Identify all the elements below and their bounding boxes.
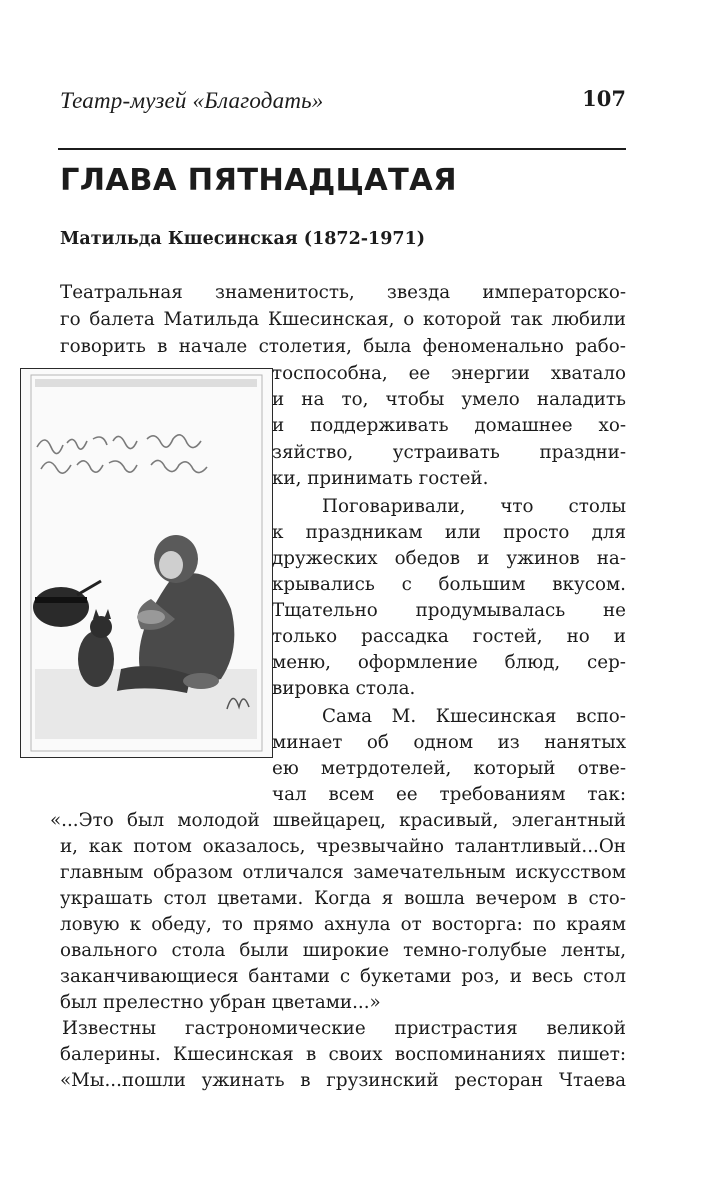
- text-line: зяйство, устраивать праздни-: [272, 442, 626, 463]
- text-line: и, как потом оказалось, чрезвычайно талантливый...Он: [60, 836, 626, 857]
- text-line: овального стола были широкие темно-голубые ленты,: [60, 940, 626, 961]
- postcard-illustration: [20, 368, 273, 758]
- text-line: ки, принимать гостей.: [272, 468, 489, 489]
- text-line: крывались с большим вкусом.: [272, 574, 626, 595]
- text-line: Сама М. Кшесинская вспо-: [322, 706, 626, 727]
- running-title: Театр-музей «Благодать»: [60, 88, 324, 113]
- text-line: меню, оформление блюд, сер-: [272, 652, 626, 673]
- text-line: «...Это был молодой швейцарец, красивый, элегантный: [50, 810, 626, 831]
- header-rule: [58, 148, 626, 150]
- text-line: минает об одном из нанятых: [272, 732, 626, 753]
- text-line: Известны гастрономические пристрастия великой: [62, 1018, 626, 1039]
- text-line: Театральная знаменитость, звезда императорско-: [60, 282, 626, 303]
- text-line: Тщательно продумывалась не: [272, 600, 626, 621]
- text-line: ловую к обеду, то прямо ахнула от восторга: по краям: [60, 914, 626, 935]
- text-line: Поговаривали, что столы: [322, 496, 626, 517]
- text-line: тоспособна, ее энергии хватало: [272, 363, 626, 384]
- section-title: Матильда Кшесинская (1872-1971): [60, 229, 426, 249]
- text-line: балерины. Кшесинская в своих воспоминаниях пишет:: [60, 1044, 626, 1065]
- text-line: и поддерживать домашнее хо-: [272, 415, 626, 436]
- vintage-postcard-child-with-cat-icon: [21, 369, 272, 757]
- running-head: [60, 88, 626, 122]
- text-line: чал всем ее требованиям так:: [272, 784, 626, 805]
- text-line: только рассадка гостей, но и: [272, 626, 626, 647]
- chapter-title: ГЛАВА ПЯТНАДЦАТАЯ: [60, 163, 457, 198]
- page-number: 107: [582, 86, 626, 111]
- text-line: дружеских обедов и ужинов на-: [272, 548, 626, 569]
- text-line: говорить в начале столетия, была феноменально рабо-: [60, 336, 626, 357]
- text-line: го балета Матильда Кшесинская, о которой так любили: [60, 309, 626, 330]
- text-line: вировка стола.: [272, 678, 416, 699]
- text-line: украшать стол цветами. Когда я вошла вечером в сто-: [60, 888, 626, 909]
- text-line: был прелестно убран цветами...»: [60, 992, 381, 1013]
- text-line: заканчивающиеся бантами с букетами роз, и весь стол: [60, 966, 626, 987]
- text-line: к праздникам или просто для: [272, 522, 626, 543]
- text-line: ею метрдотелей, который отве-: [272, 758, 626, 779]
- text-line: и на то, чтобы умело наладить: [272, 389, 626, 410]
- text-line: главным образом отличался замечательным искусством: [60, 862, 626, 883]
- text-line: «Мы...пошли ужинать в грузинский ресторан Чтаева: [60, 1070, 626, 1091]
